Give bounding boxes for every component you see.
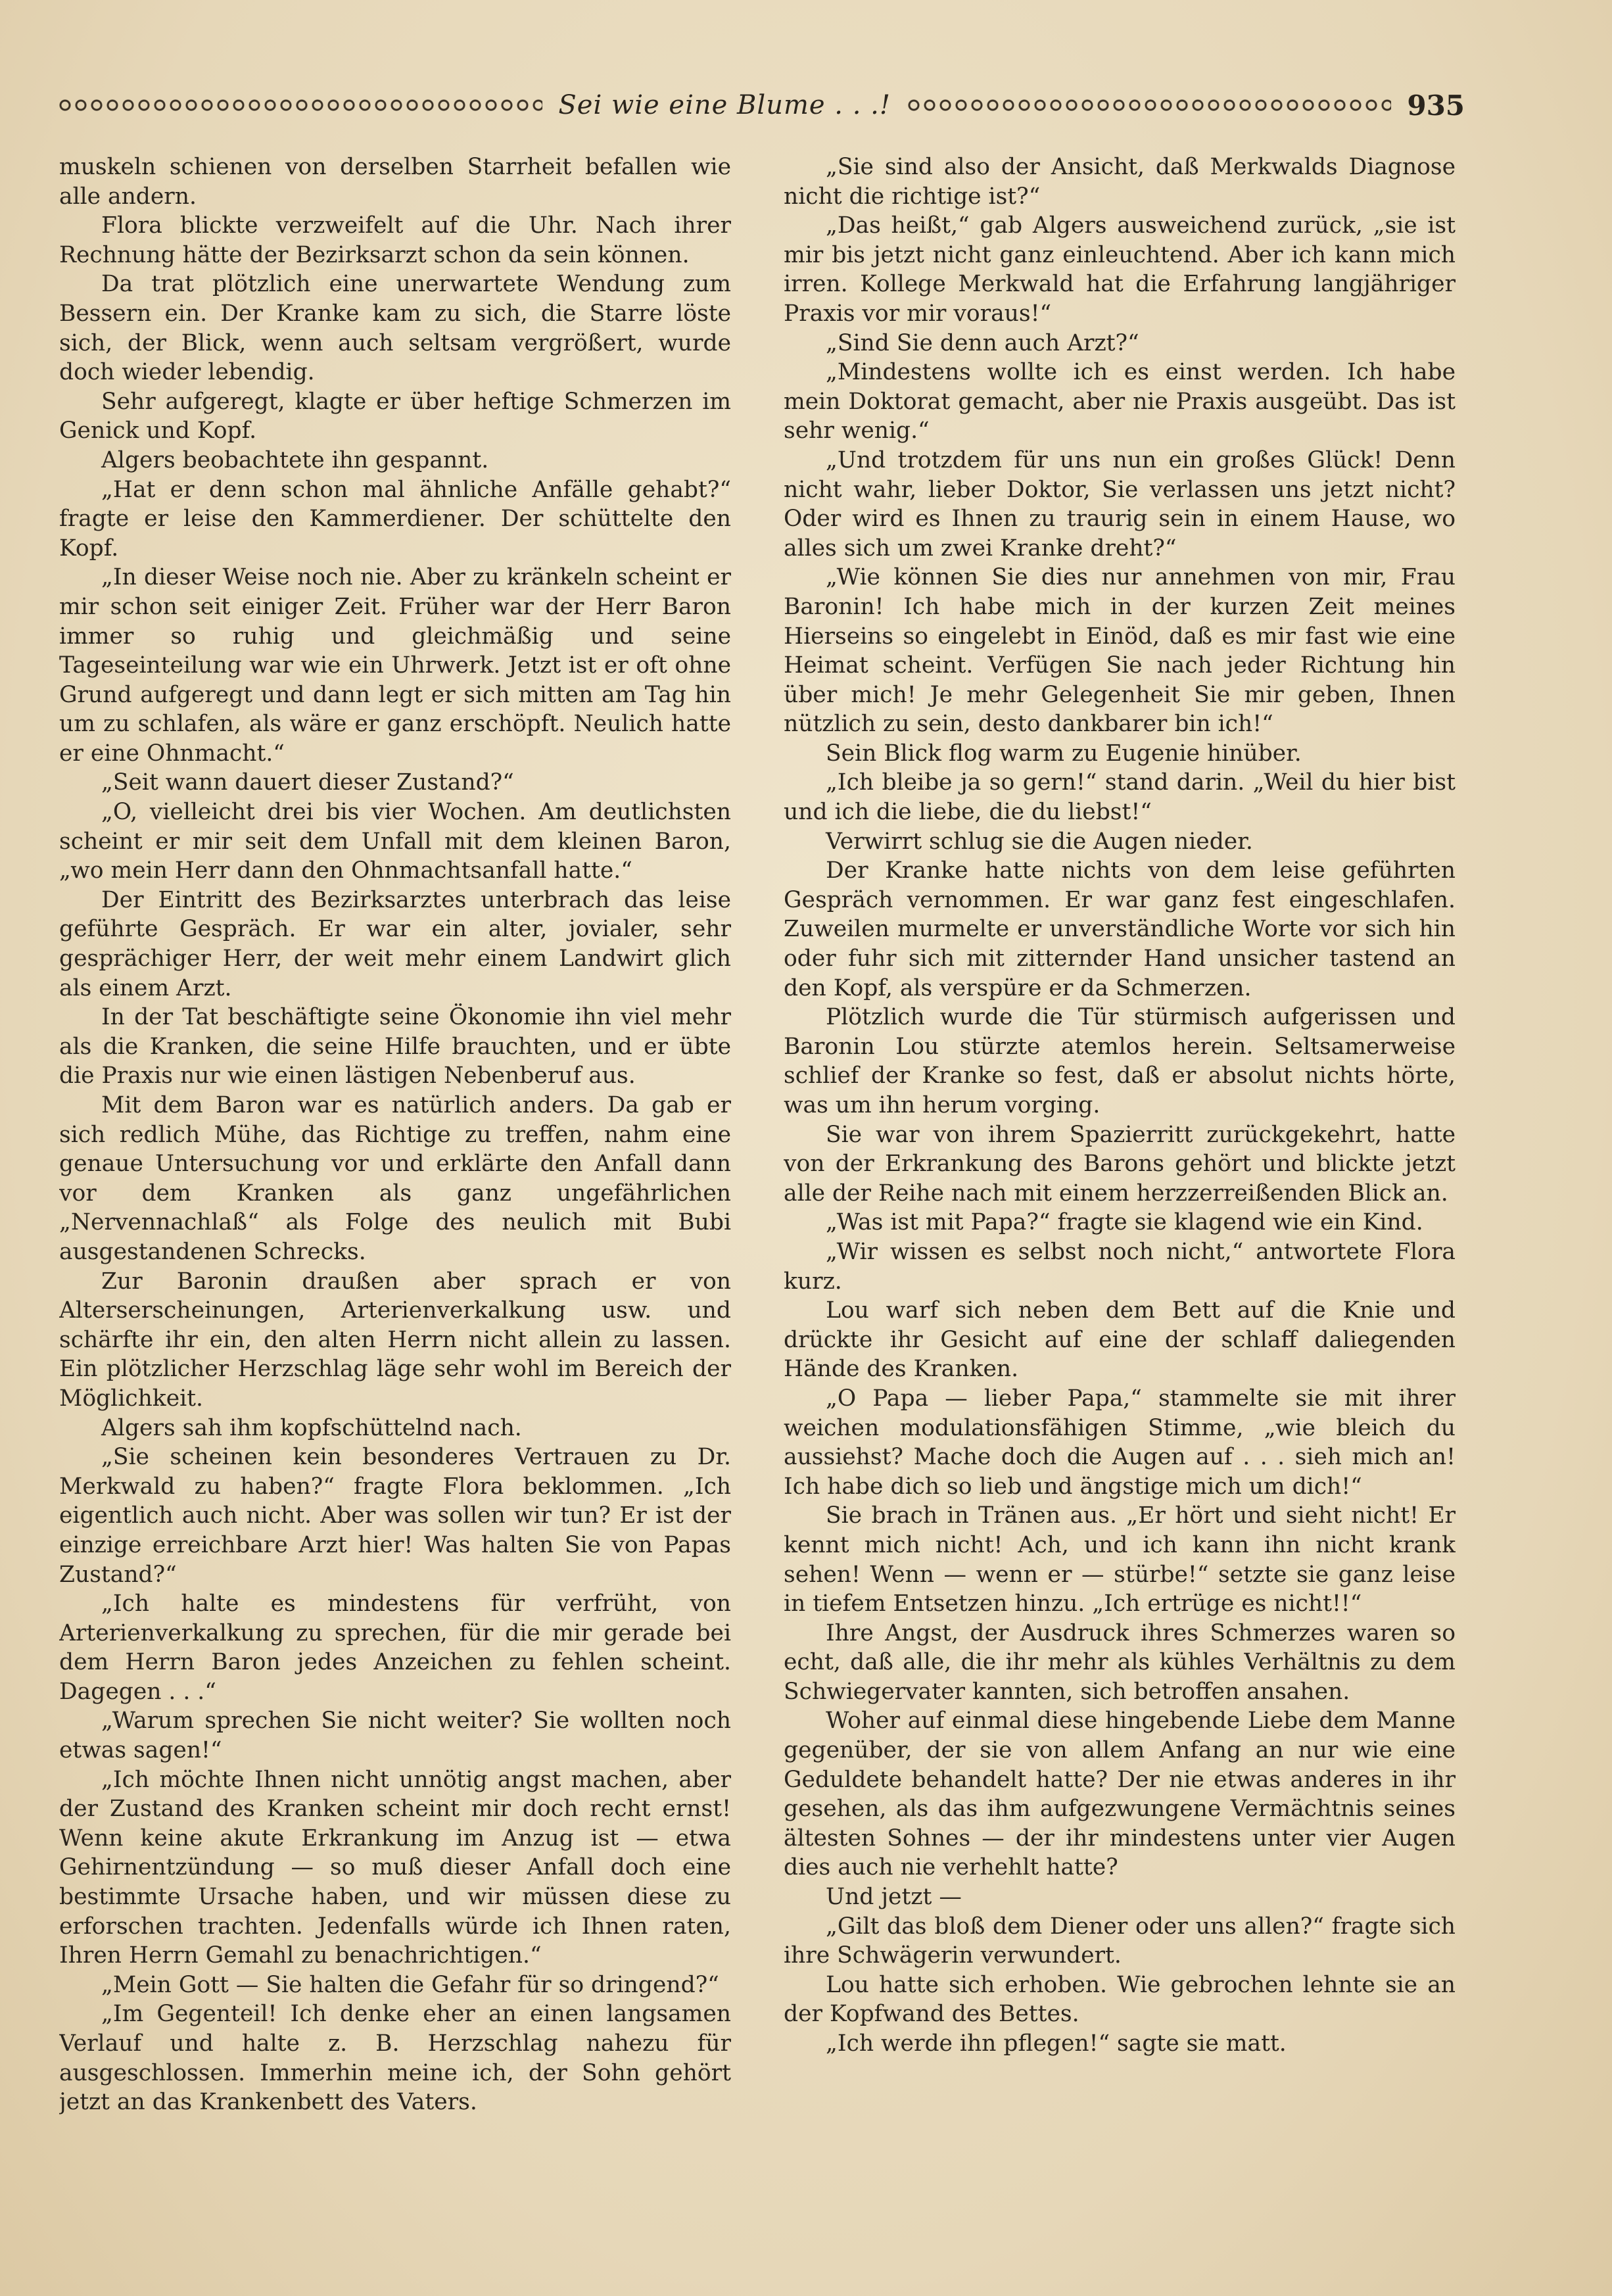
paragraph: „Hat er denn schon mal ähnliche Anfälle gehabt?“ fragte er leise den Kammerdiener. Der schüttelte den Kopf.: [59, 476, 731, 562]
paragraph: Algers sah ihm kopfschüttelnd nach.: [101, 1414, 522, 1441]
paragraph: Algers beobachtete ihn gespannt.: [101, 446, 489, 473]
paragraph: In der Tat beschäftigte seine Ökonomie ihn viel mehr als die Kranken, die seine Hilfe brauchten, und er übte die Praxis nur wie einen lästigen Nebenberuf aus.: [59, 1004, 731, 1089]
paragraph: „In dieser Weise noch nie. Aber zu kränkeln scheint er mir schon seit einiger Zeit. Früher war der Herr Baron immer so ruhig und gleichmäßig und seine Tageseinteilung war wie ein Uhrwerk. Jetzt ist er oft ohne Grund aufgeregt und dann legt er sich mitten am Tag hin um zu schlafen, als wäre er ganz erschöpft. Neulich hatte er eine Ohnmacht.“: [59, 564, 731, 767]
paragraph: „Sind Sie denn auch Arzt?“: [826, 329, 1139, 356]
paragraph: „Wie können Sie dies nur annehmen von mir, Frau Baronin! Ich habe mich in der kurzen Zeit meines Hierseins so eingelebt in Einöd, daß es mir fast wie eine Heimat scheint. Verfügen Sie nach jeder Richtung hin über mich! Je mehr Gelegenheit Sie mir geben, Ihnen nützlich zu sein, desto dankbarer bin ich!“: [784, 564, 1456, 738]
paragraph: Der Eintritt des Bezirksarztes unterbrach das leise geführte Gespräch. Er war ein alter, jovialer, sehr gesprächiger Herr, der weit mehr einem Landwirt glich als einem Arzt.: [59, 886, 731, 1001]
paragraph: „Mein Gott — Sie halten die Gefahr für so dringend?“: [101, 1971, 719, 1998]
paragraph: „Sie sind also der Ansicht, daß Merkwalds Diagnose nicht die richtige ist?“: [784, 154, 1456, 210]
paragraph: Plötzlich wurde die Tür stürmisch aufgerissen und Baronin Lou stürzte atemlos herein. Seltsamerweise schlief der Kranke so fest, daß er absolut nichts hörte, was um ihn herum vorging.: [784, 1004, 1456, 1118]
paragraph: Lou hatte sich erhoben. Wie gebrochen lehnte sie an der Kopfwand des Bettes.: [784, 1971, 1456, 2028]
page-number: 935: [1407, 89, 1465, 122]
paragraph: „Warum sprechen Sie nicht weiter? Sie wollten noch etwas sagen!“: [59, 1708, 731, 1764]
paragraph: „Seit wann dauert dieser Zustand?“: [101, 769, 514, 796]
paragraph: „Wir wissen es selbst noch nicht,“ antwortete Flora kurz.: [784, 1238, 1456, 1295]
running-title: Sei wie eine Blume . . .!: [558, 90, 891, 120]
paragraph: „Ich halte es mindestens für verfrüht, von Arterienverkalkung zu sprechen, für die mir gerade bei dem Herrn Baron jedes Anzeichen zu fehlen scheint. Dagegen . . .“: [59, 1590, 731, 1705]
paragraph: „Was ist mit Papa?“ fragte sie klagend wie ein Kind.: [826, 1209, 1423, 1236]
paragraph: „Das heißt,“ gab Algers ausweichend zurück, „sie ist mir bis jetzt nicht ganz einleuchtend. Aber ich kann mich irren. Kollege Merkwald hat die Erfahrung langjähriger Praxis vor mir voraus!“: [784, 212, 1456, 327]
paragraph: „Ich bleibe ja so gern!“ stand darin. „Weil du hier bist und ich die liebe, die du liebst!“: [784, 769, 1456, 826]
running-header: [58, 85, 1465, 125]
paragraph: „Mindestens wollte ich es einst werden. Ich habe mein Doktorat gemacht, aber nie Praxis ausgeübt. Das ist sehr wenig.“: [784, 359, 1456, 444]
paragraph: Zur Baronin draußen aber sprach er von Alterserscheinungen, Arterienverkalkung usw. und schärfte ihr ein, den alten Herrn nicht allein zu lassen. Ein plötzlicher Herzschlag läge sehr wohl im Bereich der Möglichkeit.: [59, 1268, 731, 1412]
paragraph: Sie war von ihrem Spazierritt zurückgekehrt, hatte von der Erkrankung des Barons gehört und blickte jetzt alle der Reihe nach mit einem herzzerreißenden Blick an.: [784, 1121, 1456, 1207]
paragraph: Und jetzt —: [826, 1884, 962, 1911]
paragraph: Sehr aufgeregt, klagte er über heftige Schmerzen im Genick und Kopf.: [59, 388, 731, 444]
ornament-rule-left: [58, 98, 542, 112]
paragraph: Sein Blick flog warm zu Eugenie hinüber.: [826, 740, 1302, 767]
paragraph: „O Papa — lieber Papa,“ stammelte sie mit ihrer weichen modulationsfähigen Stimme, „wie bleich du aussiehst? Mache doch die Augen auf . . . sieh mich an! Ich habe dich so lieb und ängstige mich um dich!“: [784, 1385, 1456, 1500]
right-column: [784, 153, 1456, 2164]
left-column: [59, 153, 731, 2164]
paragraph: Der Kranke hatte nichts von dem leise geführten Gespräch vernommen. Er war ganz fest eingeschlafen. Zuweilen murmelte er unverständliche Worte vor sich hin oder fuhr sich mit zitternder Hand unsicher tastend an den Kopf, als verspüre er da Schmerzen.: [784, 857, 1456, 1001]
paragraph: Verwirrt schlug sie die Augen nieder.: [826, 828, 1253, 855]
paragraph: Mit dem Baron war es natürlich anders. Da gab er sich redlich Mühe, das Richtige zu treffen, nahm eine genaue Untersuchung vor und erklärte den Anfall dann vor dem Kranken als ganz ungefährlichen „Nervennachlaß“ als Folge des neulich mit Bubi ausgestandenen Schrecks.: [59, 1092, 731, 1265]
paragraph: „Ich möchte Ihnen nicht unnötig angst machen, aber der Zustand des Kranken scheint mir doch recht ernst! Wenn keine akute Erkrankung im Anzug ist — etwa Gehirnentzündung — so muß dieser Anfall doch eine bestimmte Ursache haben, und wir müssen diese zu erforschen trachten. Jedenfalls würde ich Ihnen raten, Ihren Herrn Gemahl zu benachrichtigen.“: [59, 1766, 731, 1969]
paragraph: „Ich werde ihn pflegen!“ sagte sie matt.: [826, 2030, 1287, 2057]
paragraph: Da trat plötzlich eine unerwartete Wendung zum Bessern ein. Der Kranke kam zu sich, die Starre löste sich, der Blick, wenn auch seltsam vergrößert, wurde doch wieder lebendig.: [59, 271, 731, 386]
paragraph: Woher auf einmal diese hingebende Liebe dem Manne gegenüber, der sie von allem Anfang an nur wie eine Geduldete behandelt hatte? Der nie etwas anderes in ihr gesehen, als das ihm aufgezwungene Vermächtnis seines ältesten Sohnes — der ihr mindestens unter vier Augen dies auch nie verhehlt hatte?: [784, 1708, 1456, 1881]
paragraph: „Und trotzdem für uns nun ein großes Glück! Denn nicht wahr, lieber Doktor, Sie verlassen uns jetzt nicht? Oder wird es Ihnen zu traurig sein in einem Hause, wo alles sich um zwei Kranke dreht?“: [784, 446, 1456, 562]
paragraph: Flora blickte verzweifelt auf die Uhr. Nach ihrer Rechnung hätte der Bezirksarzt schon da sein können.: [59, 212, 731, 268]
paragraph: Sie brach in Tränen aus. „Er hört und sieht nicht! Er kennt mich nicht! Ach, und ich kann ihn nicht krank sehen! Wenn — wenn er — stürbe!“ setzte sie ganz leise in tiefem Entsetzen hinzu. „Ich ertrüge es nicht!!“: [784, 1502, 1456, 1617]
paragraph: Ihre Angst, der Ausdruck ihres Schmerzes waren so echt, daß alle, die ihr mehr als kühles Verhältnis zu dem Schwiegervater kannten, sich betroffen ansahen.: [784, 1619, 1456, 1705]
paragraph: muskeln schienen von derselben Starrheit befallen wie alle andern.: [59, 154, 731, 210]
paragraph: „O, vielleicht drei bis vier Wochen. Am deutlichsten scheint er mir seit dem Unfall mit dem kleinen Baron, „wo mein Herr dann den Ohnmachtsanfall hatte.“: [59, 799, 731, 884]
paragraph: Lou warf sich neben dem Bett auf die Knie und drückte ihr Gesicht auf eine der schlaff daliegenden Hände des Kranken.: [784, 1297, 1456, 1383]
ornament-rule-right: [907, 98, 1391, 112]
paragraph: „Im Gegenteil! Ich denke eher an einen langsamen Verlauf und halte z. B. Herzschlag nahezu für ausgeschlossen. Immerhin meine ich, der Sohn gehört jetzt an das Krankenbett des Vaters.: [59, 2001, 731, 2116]
paragraph: „Gilt das bloß dem Diener oder uns allen?“ fragte sich ihre Schwägerin verwundert.: [784, 1913, 1456, 1969]
paragraph: „Sie scheinen kein besonderes Vertrauen zu Dr. Merkwald zu haben?“ fragte Flora beklommen. „Ich eigentlich auch nicht. Aber was sollen wir tun? Er ist der einzige erreichbare Arzt hier! Was halten Sie von Papas Zustand?“: [59, 1444, 731, 1588]
